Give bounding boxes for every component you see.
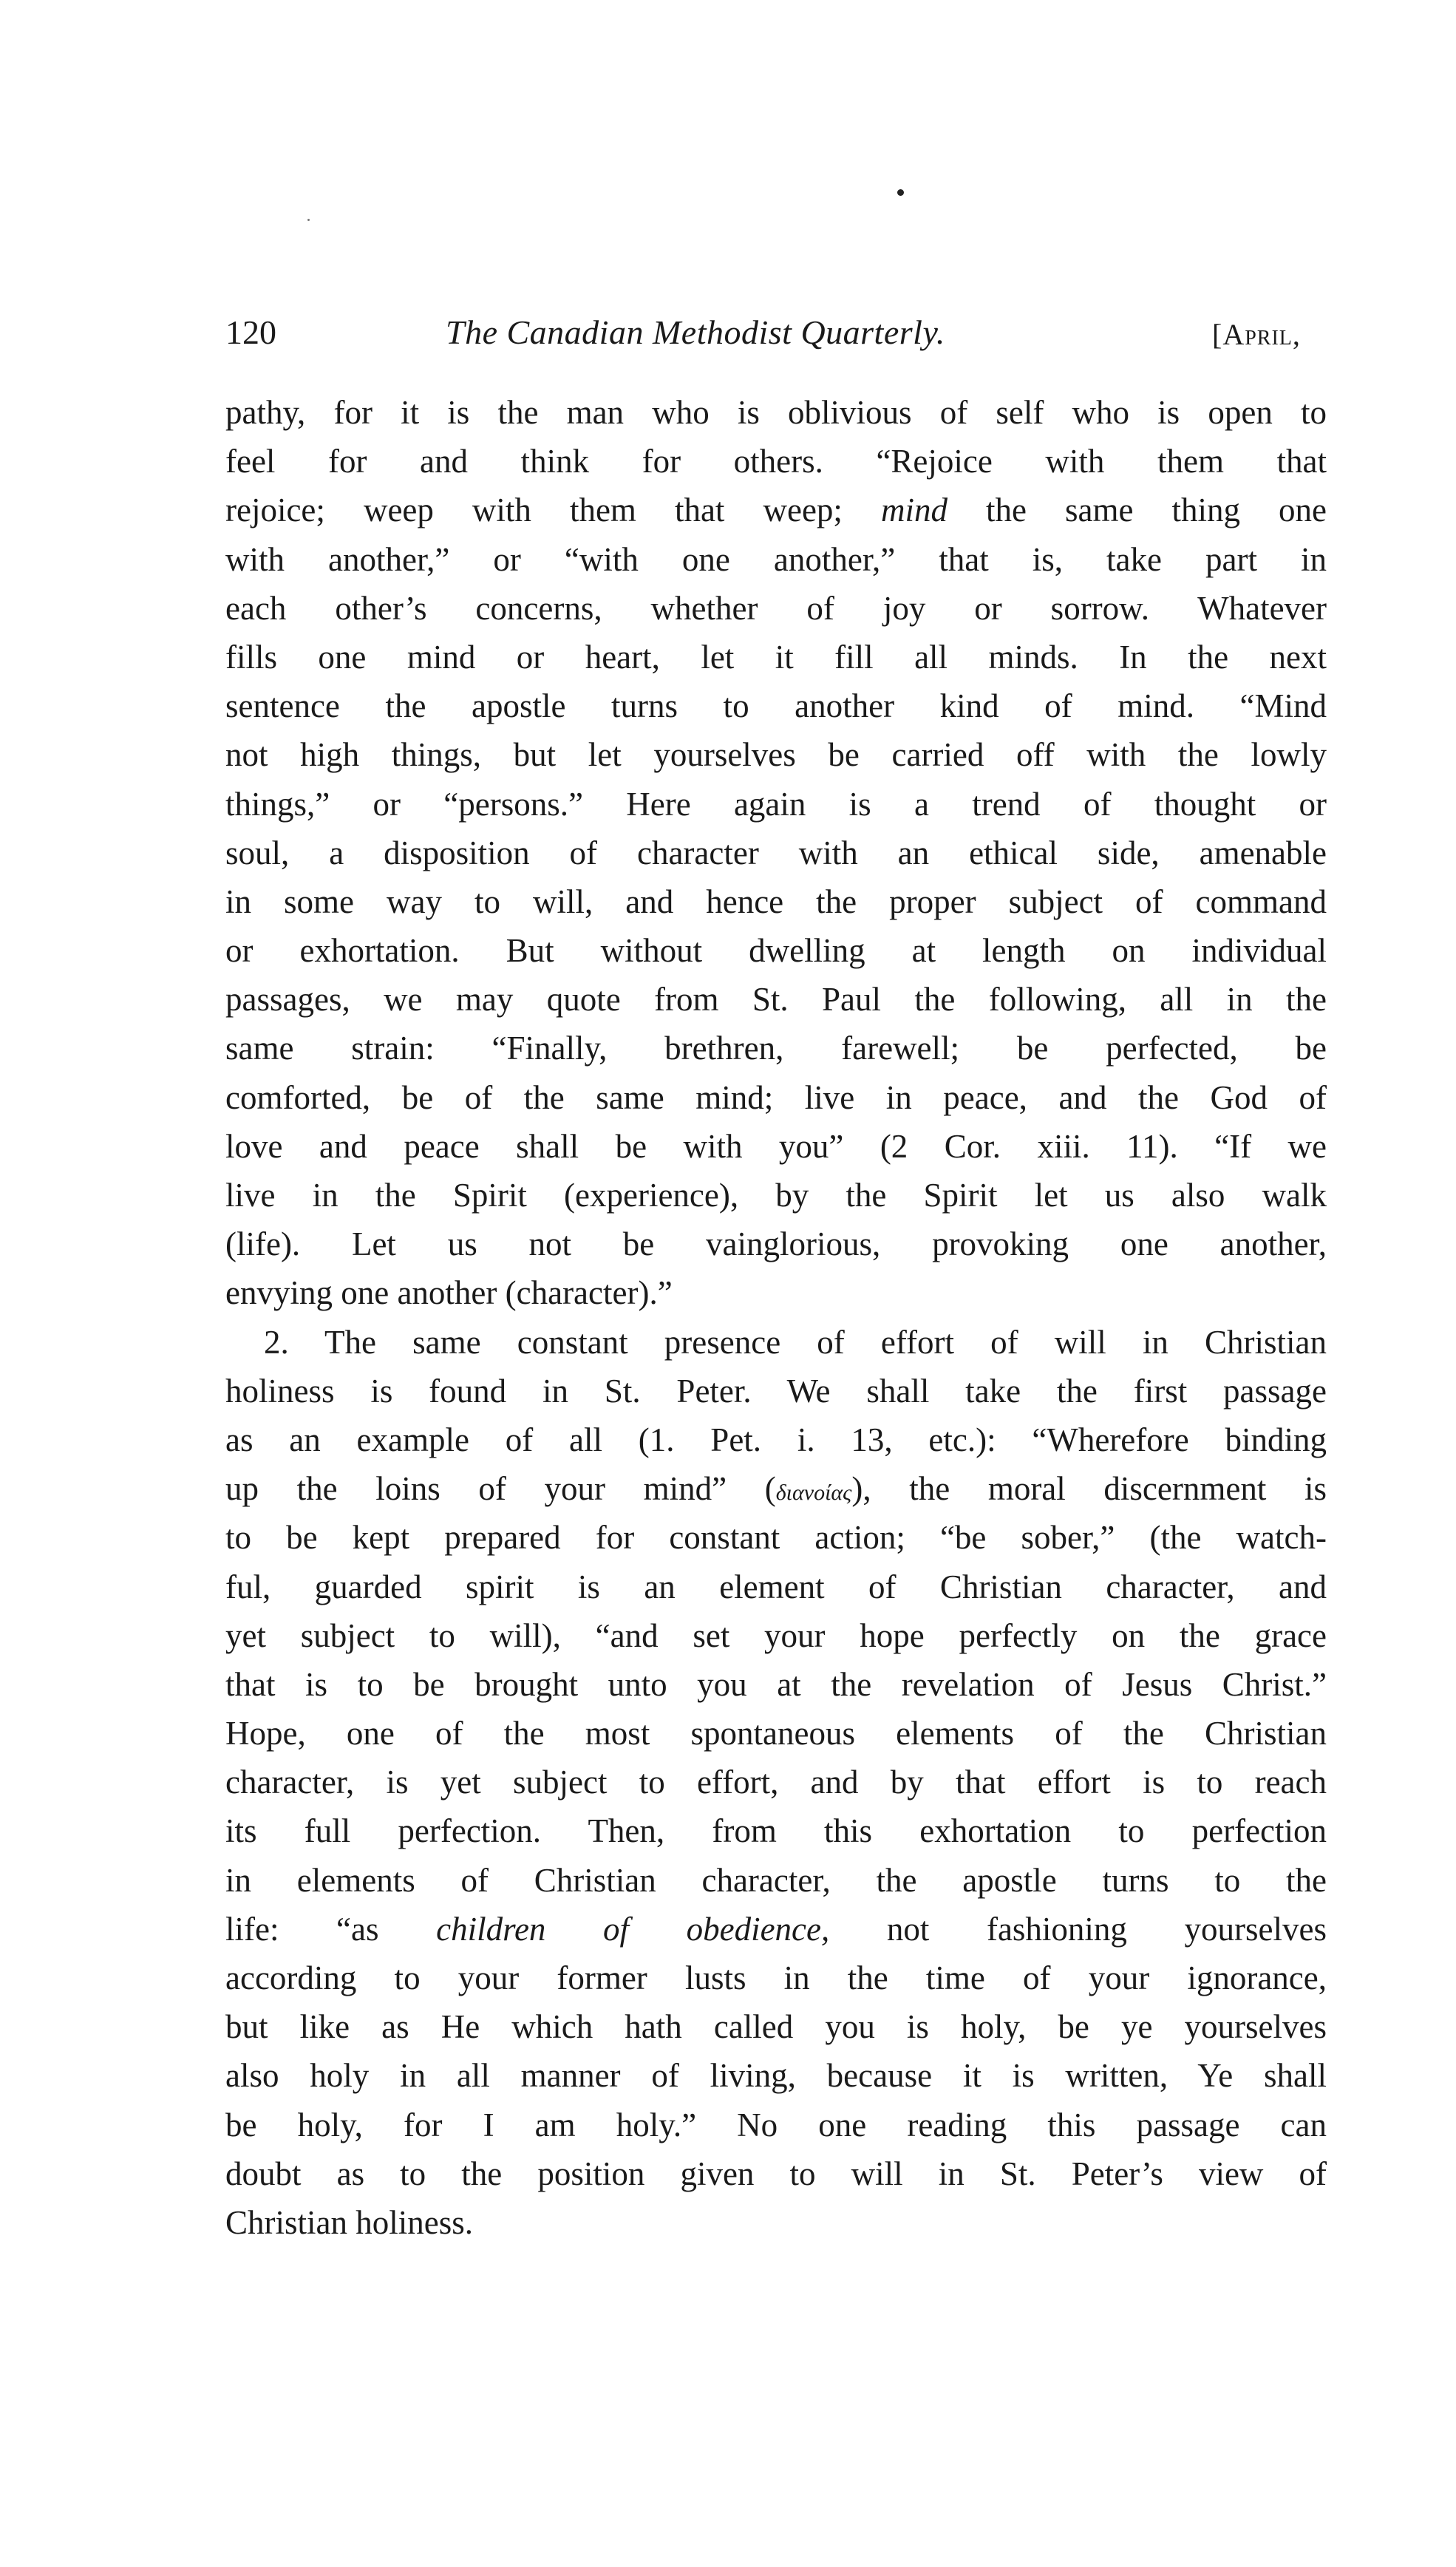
text-line: that is to be brought unto you at the revelation of Jesus Christ.” [225, 1665, 1327, 1703]
text-line: holiness is found in St. Peter. We shall take the first passage [225, 1372, 1327, 1410]
greek-word: διανοίας [775, 1480, 852, 1506]
running-head [225, 310, 1334, 355]
text-run: rejoice; weep with them that weep; [225, 492, 881, 529]
text-line: love and peace shall be with you” (2 Cor. xiii. 11). “If we [225, 1127, 1327, 1165]
body-text [225, 388, 1327, 2247]
text-line: Christian holiness. [225, 2203, 473, 2241]
text-line: not high things, but let yourselves be carried off with the lowly [225, 736, 1327, 774]
text-line: its full perfection. Then, from this exhortation to perfection [225, 1812, 1327, 1850]
text-run: life: “as [225, 1910, 437, 1948]
text-line: feel for and think for others. “Rejoice with them that [225, 443, 1327, 480]
ink-speck [897, 189, 904, 196]
journal-title: The Canadian Methodist Quarterly. [446, 313, 945, 351]
running-head-month: [April, [1212, 318, 1301, 351]
text-line: also holy in all manner of living, because it is written, Ye shall [225, 2057, 1327, 2095]
ink-speck [307, 219, 310, 221]
text-line: pathy, for it is the man who is oblivious of self who is open to [225, 394, 1327, 431]
text-line: or exhortation. But without dwelling at length on individual [225, 932, 1327, 970]
text-line [225, 486, 1327, 534]
text-line: in some way to will, and hence the proper subject of command [225, 883, 1327, 920]
text-line: 2. The same constant presence of effort of will in Christian [264, 1323, 1327, 1361]
italic-run: children of obedience, [436, 1910, 830, 1948]
text-line: sentence the apostle turns to another kind of mind. “Mind [225, 687, 1327, 725]
italic-run: mind [880, 492, 948, 529]
text-line: with another,” or “with one another,” that is, take part in [225, 540, 1327, 578]
text-line: as an example of all (1. Pet. i. 13, etc.): “Wherefore binding [225, 1421, 1327, 1458]
text-line: soul, a disposition of character with an ethical side, amenable [225, 834, 1327, 871]
text-line: be holy, for I am holy.” No one reading this passage can [225, 2106, 1327, 2143]
text-run: not fashioning yourselves [829, 1910, 1327, 1948]
text-line: to be kept prepared for constant action; “be sober,” (the watch- [225, 1519, 1327, 1557]
text-line: envying one another (character).” [225, 1274, 673, 1312]
text-line: each other’s concerns, whether of joy or sorrow. Whatever [225, 589, 1327, 627]
text-line: (life). Let us not be vainglorious, provoking one another, [225, 1225, 1327, 1263]
text-run: the same thing one [947, 492, 1327, 529]
text-line: passages, we may quote from St. Paul the following, all in the [225, 981, 1327, 1019]
text-line: comforted, be of the same mind; live in peace, and the God of [225, 1078, 1327, 1116]
text-line: doubt as to the position given to will in St. Peter’s view of [225, 2155, 1327, 2192]
text-line: Hope, one of the most spontaneous elements of the Christian [225, 1715, 1327, 1752]
text-line: things,” or “persons.” Here again is a trend of thought or [225, 785, 1327, 823]
text-run: up the loins of your mind” ( [225, 1470, 776, 1508]
text-run: ), the moral discernment is [851, 1470, 1327, 1508]
text-line: in elements of Christian character, the apostle turns to the [225, 1861, 1327, 1899]
text-line: ful, guarded spirit is an element of Christian character, and [225, 1568, 1327, 1605]
text-line: yet subject to will), “and set your hope perfectly on the grace [225, 1616, 1327, 1654]
text-line [225, 1464, 1327, 1513]
page-number: 120 [225, 313, 276, 351]
text-line: character, is yet subject to effort, and by that effort is to reach [225, 1764, 1327, 1801]
text-line: but like as He which hath called you is holy, be ye yourselves [225, 2008, 1327, 2046]
text-line [225, 1905, 1327, 1954]
text-line: live in the Spirit (experience), by the Spirit let us also walk [225, 1177, 1327, 1214]
text-line: same strain: “Finally, brethren, farewell; be perfected, be [225, 1030, 1327, 1067]
text-line: fills one mind or heart, let it fill all minds. In the next [225, 638, 1327, 676]
text-line: according to your former lusts in the time of your ignorance, [225, 1959, 1327, 1996]
